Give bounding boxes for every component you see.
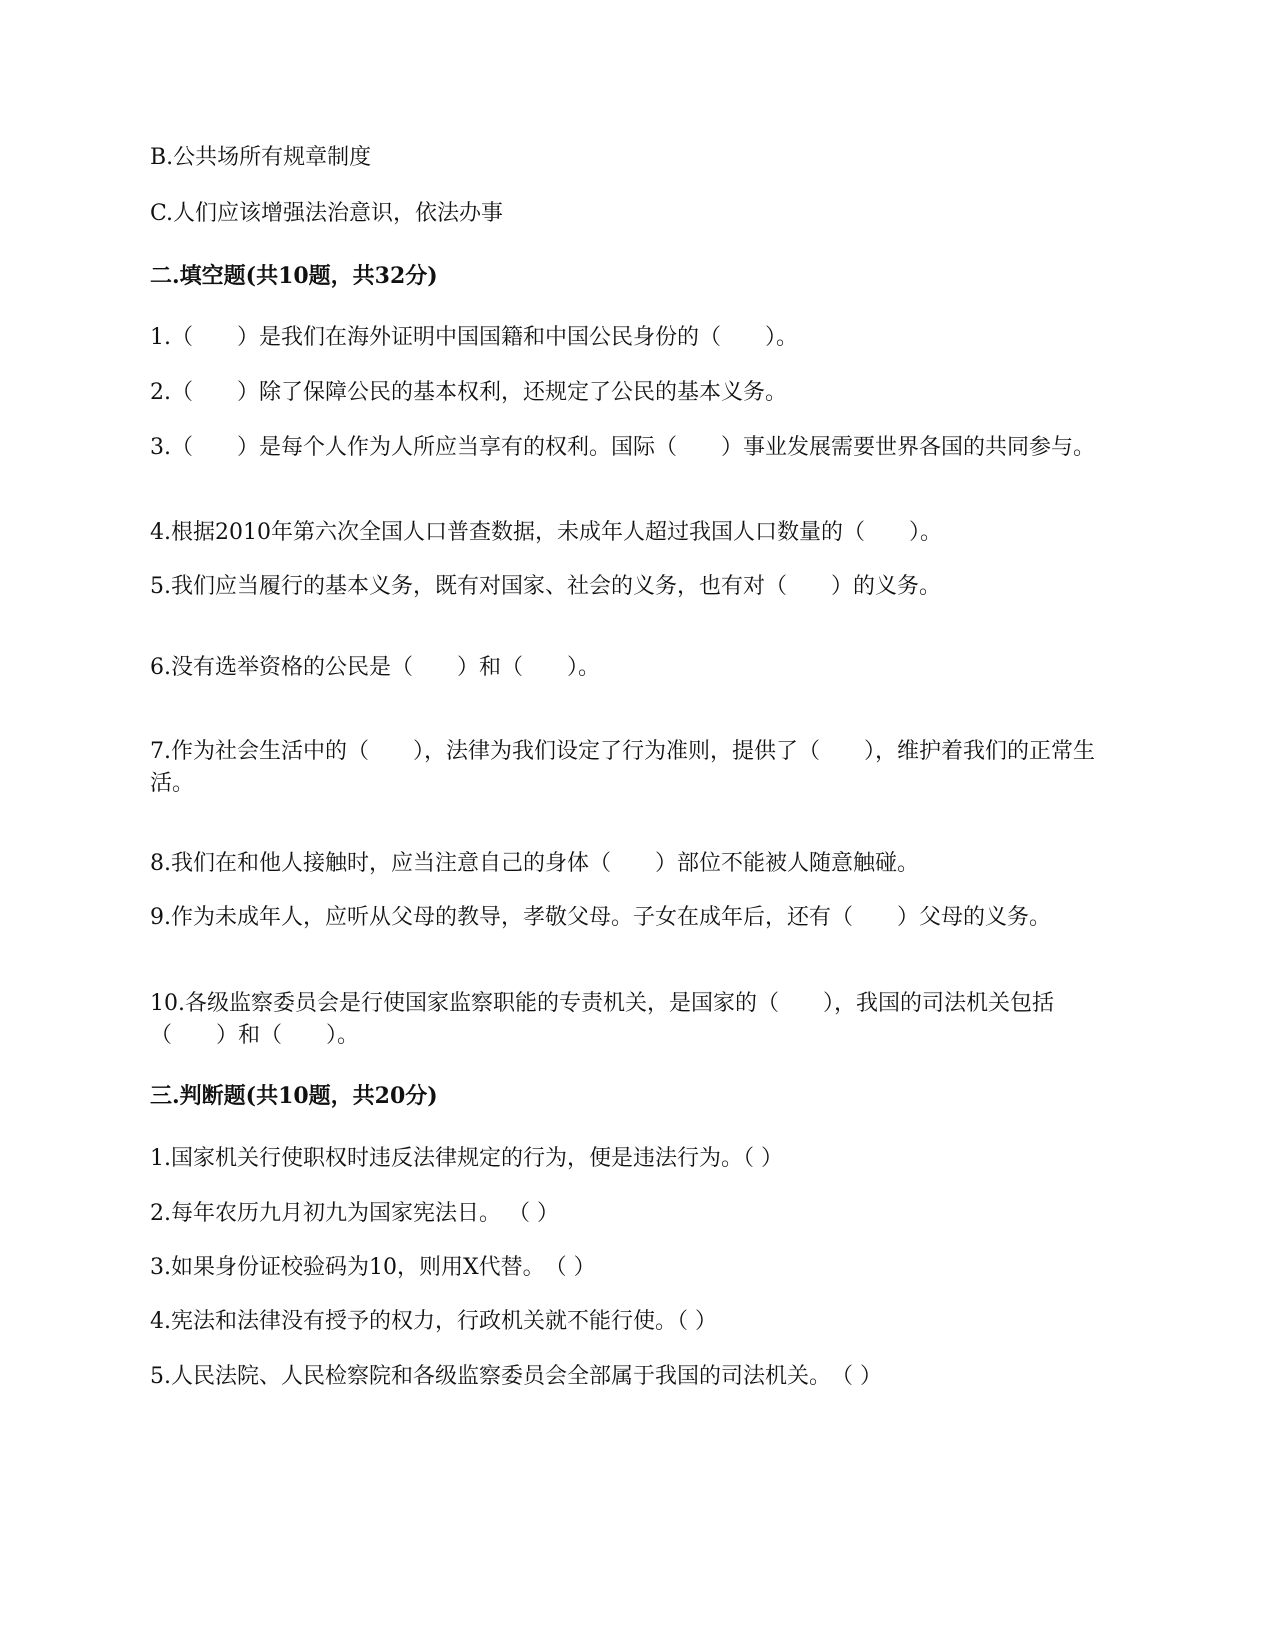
tf-question-3: 3.如果身份证校验码为10，则用X代替。 （ ）	[150, 1255, 596, 1280]
fill-question-1: 1.（ ）是我们在海外证明中国国籍和中国公民身份的（ ）。	[150, 325, 798, 350]
tf-question-1: 1.国家机关行使职权时违反法律规定的行为，便是违法行为。（ ）	[150, 1146, 783, 1171]
option-c: C.人们应该增强法治意识，依法办事	[150, 201, 504, 226]
section-heading-true-false: 三.判断题(共10题，共20分)	[150, 1083, 438, 1109]
fill-question-9: 9.作为未成年人，应听从父母的教导，孝敬父母。子女在成年后，还有（ ）父母的义务。	[150, 905, 1051, 930]
fill-question-4: 4.根据2010年第六次全国人口普查数据，未成年人超过我国人口数量的（ ）。	[150, 520, 942, 545]
section-heading-fill-blank: 二.填空题(共10题，共32分)	[150, 263, 438, 289]
fill-question-6: 6.没有选举资格的公民是（ ）和（ ）。	[150, 655, 600, 680]
tf-question-2: 2.每年农历九月初九为国家宪法日。 （ ）	[150, 1201, 559, 1226]
fill-question-7: 7.作为社会生活中的（ ），法律为我们设定了行为准则，提供了（ ），维护着我们的正常生活。	[150, 739, 1095, 796]
tf-question-4: 4.宪法和法律没有授予的权力，行政机关就不能行使。（ ）	[150, 1309, 717, 1334]
fill-question-2: 2.（ ）除了保障公民的基本权利，还规定了公民的基本义务。	[150, 380, 787, 405]
fill-question-8: 8.我们在和他人接触时，应当注意自己的身体（ ）部位不能被人随意触碰。	[150, 851, 919, 876]
fill-question-5: 5.我们应当履行的基本义务，既有对国家、社会的义务，也有对（ ）的义务。	[150, 574, 941, 599]
fill-question-3: 3.（ ）是每个人作为人所应当享有的权利。国际（ ）事业发展需要世界各国的共同参与。	[150, 435, 1095, 460]
tf-question-5: 5.人民法院、人民检察院和各级监察委员会全部属于我国的司法机关。 （ ）	[150, 1364, 882, 1389]
option-b: B.公共场所有规章制度	[150, 145, 372, 170]
fill-question-10: 10.各级监察委员会是行使国家监察职能的专责机关，是国家的（ ），我国的司法机关包括（ ）和（ ）。	[150, 991, 1054, 1048]
